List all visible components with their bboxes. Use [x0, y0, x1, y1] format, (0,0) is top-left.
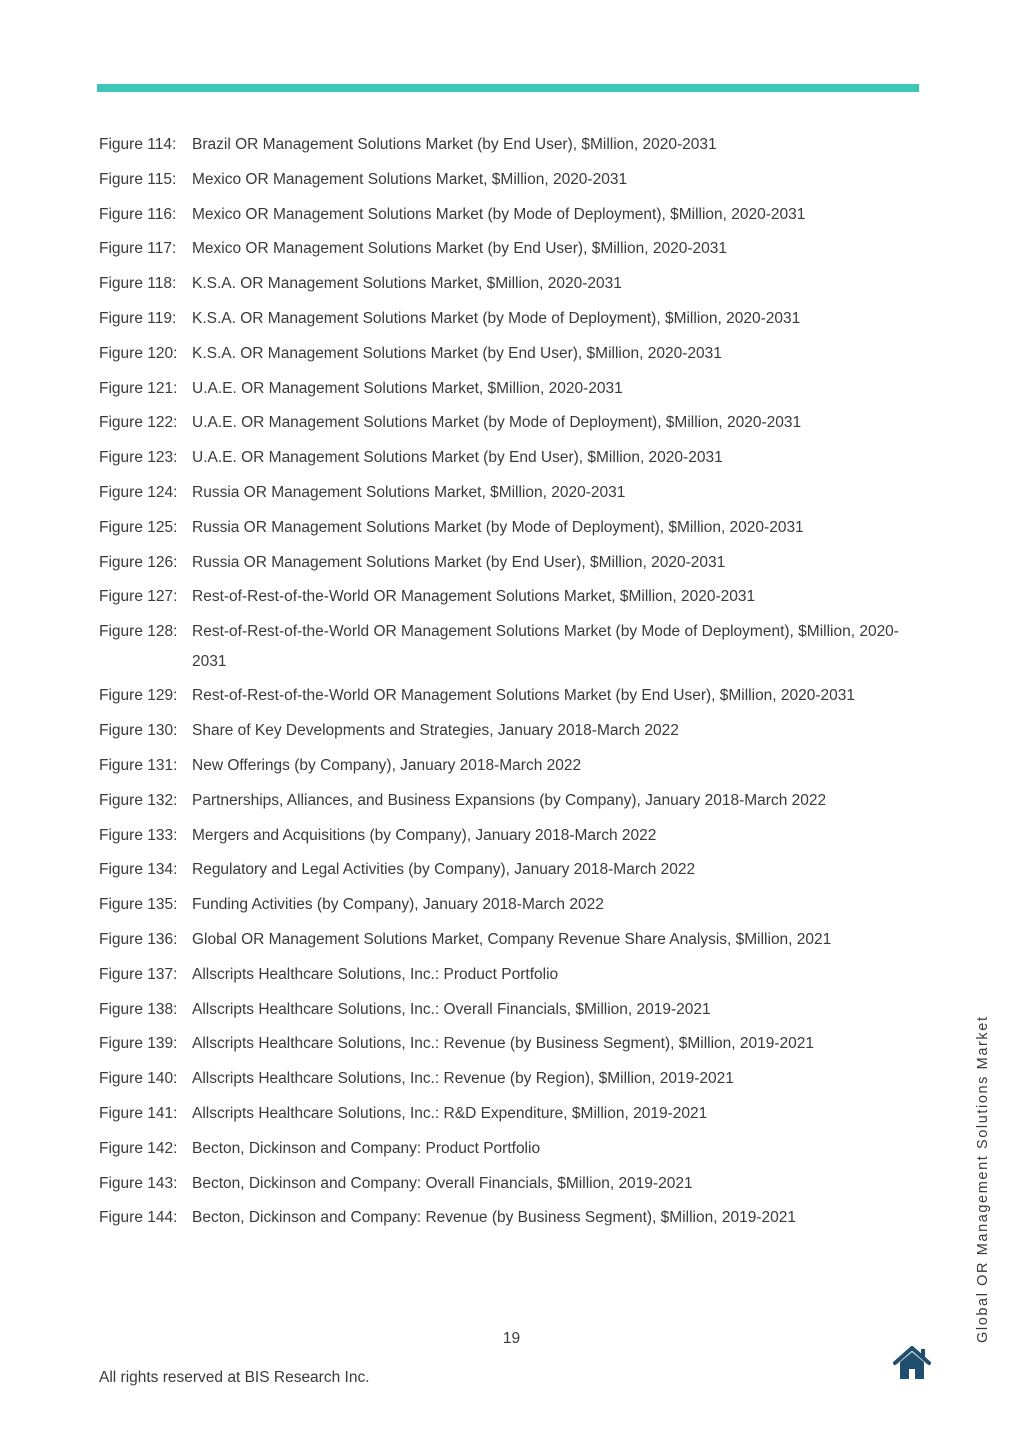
figure-number: Figure 129:: [99, 687, 178, 705]
figure-number: Figure 144:: [99, 1209, 178, 1227]
figure-caption: Russia OR Management Solutions Market, $Million, 2020-2031: [192, 483, 626, 501]
figure-list-item[interactable]: [99, 995, 899, 1025]
figure-caption: New Offerings (by Company), January 2018-March 2022: [192, 757, 582, 775]
figure-number: Figure 121:: [99, 379, 178, 397]
figure-caption: Partnerships, Alliances, and Business Expansions (by Company), January 2018-March 2022: [192, 791, 827, 809]
page-number: 19: [502, 1330, 521, 1347]
figure-list-item[interactable]: [99, 304, 899, 334]
list-of-figures: [99, 130, 899, 1238]
figure-list-item[interactable]: [99, 925, 899, 955]
figure-number: Figure 114:: [99, 136, 177, 153]
figure-caption: K.S.A. OR Management Solutions Market, $Million, 2020-2031: [192, 275, 622, 293]
figure-number: Figure 125:: [99, 518, 178, 536]
figure-list-item[interactable]: [99, 408, 899, 438]
figure-number: Figure 138:: [99, 1000, 178, 1018]
figure-list-item[interactable]: [99, 443, 899, 473]
figure-list-item[interactable]: [99, 339, 899, 369]
home-icon[interactable]: [892, 1345, 932, 1381]
figure-number: Figure 115:: [99, 170, 177, 188]
figure-caption: Becton, Dickinson and Company: Product Portfolio: [192, 1139, 541, 1157]
figure-list-item[interactable]: [99, 681, 899, 711]
figure-caption: Allscripts Healthcare Solutions, Inc.: R&D Expenditure, $Million, 2019-2021: [192, 1105, 708, 1123]
figure-list-item[interactable]: [99, 1064, 899, 1094]
figure-caption: Mergers and Acquisitions (by Company), January 2018-March 2022: [192, 826, 657, 844]
figure-number: Figure 127:: [99, 588, 178, 606]
figure-caption: Mexico OR Management Solutions Market, $Million, 2020-2031: [192, 170, 628, 188]
figure-caption: Funding Activities (by Company), January 2018-March 2022: [192, 896, 604, 914]
figure-caption: Mexico OR Management Solutions Market (by End User), $Million, 2020-2031: [192, 240, 727, 258]
figure-caption: Russia OR Management Solutions Market (by Mode of Deployment), $Million, 2020-2031: [192, 518, 804, 536]
figure-list-item[interactable]: [99, 269, 899, 299]
figure-caption: U.A.E. OR Management Solutions Market (by Mode of Deployment), $Million, 2020-2031: [192, 414, 802, 432]
home-icon-graphic: [892, 1345, 932, 1381]
figure-caption: Becton, Dickinson and Company: Overall Financials, $Million, 2019-2021: [192, 1174, 693, 1192]
figure-number: Figure 141:: [99, 1105, 178, 1123]
figure-caption: Rest-of-Rest-of-the-World OR Management Solutions Market, $Million, 2020-2031: [192, 588, 756, 606]
figure-number: Figure 120:: [99, 344, 178, 362]
figure-number: Figure 139:: [99, 1035, 178, 1053]
figure-list-item[interactable]: [99, 513, 899, 543]
figure-number: Figure 143:: [99, 1174, 178, 1192]
figure-list-item[interactable]: [99, 582, 899, 612]
figure-number: Figure 118:: [99, 275, 177, 293]
figure-number: Figure 132:: [99, 791, 178, 809]
figure-number: Figure 117:: [99, 240, 177, 258]
figure-list-item[interactable]: [99, 1169, 899, 1199]
figure-number: Figure 137:: [99, 965, 178, 983]
figure-number: Figure 130:: [99, 722, 178, 740]
figure-list-item[interactable]: [99, 1029, 899, 1059]
figure-list-item[interactable]: [99, 548, 899, 578]
figure-number: Figure 134:: [99, 861, 178, 879]
figure-number: Figure 142:: [99, 1139, 178, 1157]
figure-caption: U.A.E. OR Management Solutions Market (by End User), $Million, 2020-2031: [192, 449, 723, 467]
figure-number: Figure 116:: [99, 205, 177, 223]
figure-caption: Global OR Management Solutions Market, Company Revenue Share Analysis, $Million, 2021: [192, 931, 832, 949]
figure-list-item[interactable]: [99, 890, 899, 920]
figure-list-item[interactable]: [99, 1203, 899, 1233]
figure-caption: Allscripts Healthcare Solutions, Inc.: Revenue (by Business Segment), $Million, 2019-2021: [192, 1035, 815, 1053]
figure-list-item[interactable]: [99, 165, 899, 195]
figure-list-item[interactable]: [99, 751, 899, 781]
side-report-title: Global OR Management Solutions Market: [975, 1015, 991, 1343]
figure-number: Figure 122:: [99, 414, 178, 432]
figure-caption: Allscripts Healthcare Solutions, Inc.: Product Portfolio: [192, 965, 559, 983]
footer-copyright: All rights reserved at BIS Research Inc.: [99, 1369, 370, 1386]
figure-list-item[interactable]: [99, 821, 899, 851]
figure-caption: Rest-of-Rest-of-the-World OR Management Solutions Market (by End User), $Million, 2020-2031: [192, 687, 856, 705]
figure-list-item[interactable]: [99, 786, 899, 816]
figure-caption: Russia OR Management Solutions Market (by End User), $Million, 2020-2031: [192, 553, 726, 571]
figure-list-item[interactable]: [99, 617, 899, 676]
figure-caption: K.S.A. OR Management Solutions Market (by Mode of Deployment), $Million, 2020-2031: [192, 309, 801, 327]
figure-number: Figure 136:: [99, 931, 178, 949]
figure-number: Figure 140:: [99, 1070, 178, 1088]
figure-number: Figure 124:: [99, 483, 178, 501]
figure-list-item[interactable]: [99, 716, 899, 746]
figure-list-item[interactable]: [99, 1134, 899, 1164]
figure-caption: Share of Key Developments and Strategies, January 2018-March 2022: [192, 722, 679, 740]
header-rule: [97, 84, 919, 92]
figure-list-item[interactable]: [99, 234, 899, 264]
figure-list-item[interactable]: [99, 374, 899, 404]
figure-list-item[interactable]: [99, 130, 899, 160]
figure-list-item[interactable]: [99, 1099, 899, 1129]
figure-caption: Rest-of-Rest-of-the-World OR Management Solutions Market (by Mode of Deployment), $Million, 2020-2031: [192, 623, 899, 670]
figure-caption: Allscripts Healthcare Solutions, Inc.: Revenue (by Region), $Million, 2019-2021: [192, 1070, 734, 1088]
figure-list-item[interactable]: [99, 960, 899, 990]
figure-number: Figure 133:: [99, 826, 178, 844]
figure-caption: Mexico OR Management Solutions Market (by Mode of Deployment), $Million, 2020-2031: [192, 205, 806, 223]
figure-list-item[interactable]: [99, 478, 899, 508]
figure-number: Figure 119:: [99, 309, 177, 327]
figure-caption: U.A.E. OR Management Solutions Market, $Million, 2020-2031: [192, 379, 623, 397]
figure-caption: Brazil OR Management Solutions Market (by End User), $Million, 2020-2031: [192, 136, 717, 153]
figure-number: Figure 131:: [99, 757, 178, 775]
figure-list-item[interactable]: [99, 200, 899, 230]
figure-number: Figure 135:: [99, 896, 178, 914]
figure-caption: Allscripts Healthcare Solutions, Inc.: Overall Financials, $Million, 2019-2021: [192, 1000, 711, 1018]
figure-caption: Regulatory and Legal Activities (by Company), January 2018-March 2022: [192, 861, 696, 879]
figure-caption: Becton, Dickinson and Company: Revenue (by Business Segment), $Million, 2019-2021: [192, 1209, 796, 1227]
figure-caption: K.S.A. OR Management Solutions Market (by End User), $Million, 2020-2031: [192, 344, 722, 362]
figure-number: Figure 123:: [99, 449, 178, 467]
figure-list-item[interactable]: [99, 855, 899, 885]
figure-number: Figure 126:: [99, 553, 178, 571]
figure-number: Figure 128:: [99, 623, 178, 641]
